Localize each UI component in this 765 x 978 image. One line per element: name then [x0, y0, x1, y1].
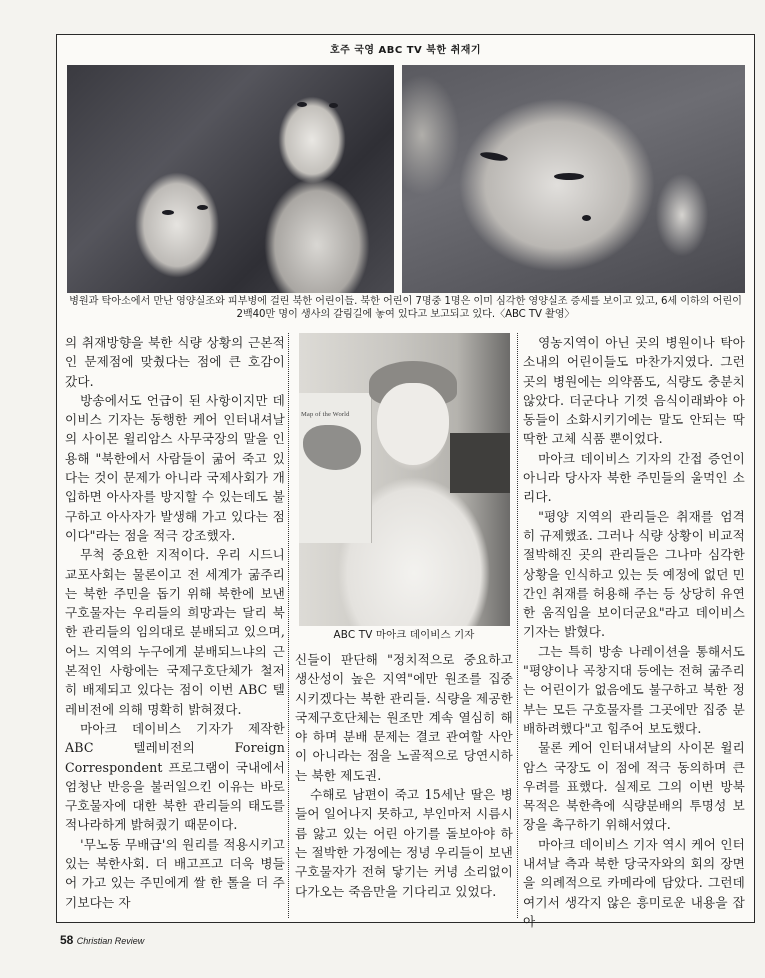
paragraph: 수해로 남편이 죽고 15세난 딸은 병들어 일어나지 못하고, 부인마저 시름시름 앓고 있는 어린 아기를 돌보아야 하는 절박한 가정에는 정녕 우리들이 보낸 구호물자가 전혀 닿기는 커녕 소리없이 다가오는 죽음만을 기다리고 있었다. — [295, 787, 513, 899]
eye-shape — [197, 205, 208, 210]
eye-shape — [297, 102, 307, 107]
page-footer — [60, 933, 144, 947]
map-shape — [303, 425, 361, 470]
paragraph: 마아크 데이비스 기자가 제작한 ABC 텔레비전의 Foreign Correspondent 프로그램이 국내에서 엄청난 반응을 불러일으킨 이유는 바로 구호물자에 대한 북한 관리들의 태도를 적나라하게 밝혀줬기 때문이다. — [65, 720, 285, 833]
background-shelf-shape — [450, 433, 510, 493]
paragraph: 영농지역이 아닌 곳의 병원이나 탁아소내의 어린이들도 마찬가지였다. 그런 곳의 병원에는 의약품도, 식량도 충분치 않았다. 더군다나 기껏 음식이래봐야 아동들이 소화시키기에는 말도 안되는 딱딱한 고체 식품 뿐이었다. — [523, 335, 745, 447]
portrait-caption: ABC TV 마아크 데이비스 기자 — [333, 629, 475, 641]
face-shape — [377, 383, 449, 465]
paragraph: "평양 지역의 관리들은 취재를 엄격히 규제했죠. 그러나 식량 상황이 비교적 절박해진 곳의 관리들은 그나마 심각한 상황을 인식하고 있는 듯 예정에 없던 민간인 취재를 허용해 주는 등 상당히 유연한 움직임을 보이더군요"라고 데이비스 기자는 밝혔다. — [523, 508, 745, 640]
paragraph: '무노동 무배급'의 원리를 적용시키고 있는 북한사회. 더 배고프고 더욱 병들어 가고 있는 주민에게 쌀 한 톨을 더 주기보다는 자 — [65, 836, 285, 910]
eye-shape — [329, 103, 338, 108]
eye-shape — [162, 210, 174, 215]
article-column-middle — [295, 333, 513, 901]
eye-shape — [480, 151, 509, 163]
photo-spread-title: 호주 국영 ABC TV 북한 취재기 — [329, 45, 482, 56]
magazine-name: Christian Review — [76, 936, 145, 946]
article-column-left — [65, 333, 285, 912]
world-map-sign — [299, 393, 372, 543]
child-closeup-photo — [402, 65, 745, 293]
article-column-right — [523, 333, 745, 931]
skin-lesion-shape — [582, 215, 591, 221]
two-children-photo — [67, 65, 394, 293]
column-divider — [288, 333, 289, 918]
map-sign-text: Map of the World — [301, 411, 350, 418]
paragraph: 그는 특히 방송 나레이션을 통해서도 "평양이나 곡창지대 등에는 전혀 굶주리는 어린이가 없음에도 불구하고 북한 정부는 모든 구호물자를 그곳에만 집중 분배하려했다"고 힘주어 보도했다. — [523, 643, 745, 736]
paragraph: 의 취재방향을 북한 식량 상황의 근본적인 문제점에 맞췄다는 점에 큰 호감이 갔다. — [65, 335, 285, 389]
page-number: 58 — [60, 933, 74, 947]
eye-shape — [554, 173, 584, 180]
paragraph: 방송에서도 언급이 된 사항이지만 데이비스 기자는 동행한 케어 인터내셔날의 사이몬 윌리암스 사무국장의 말을 인용해 "북한에서 사람들이 굶어 죽고 있다는 것이 문제가 아니라 국제사회가 개입하면 아사자를 방지할 수 있는데도 불구하고 아사자가 발생해 가고 있다는 점이다"라는 점을 적극 강조했자. — [65, 392, 285, 543]
photo-caption: 병원과 탁아소에서 만난 영양실조와 피부병에 걸린 북한 어린이들. 북한 어린이 7명중 1명은 이미 심각한 영양실조 증세를 보이고 있고, 6세 이하의 어린이 2백40만 명이 생사의 갈림길에 놓여 있다고 보고되고 있다.〈ABC TV 촬영〉 — [69, 296, 742, 320]
paragraph: 마아크 데이비스 기자의 간접 증언이 아니라 당사자 북한 주민들의 울먹인 소리다. — [523, 450, 745, 505]
article-page — [56, 34, 755, 929]
reporter-portrait-photo — [299, 333, 510, 626]
paragraph: 무척 중요한 지적이다. 우리 시드니 교포사회는 물론이고 전 세계가 굶주리는 북한 주민을 돕기 위해 북한에 보낸 구호물자는 우리들의 희망과는 달리 북한 관리들의 임의대로 분배되고 있으며, 어느 지역의 누구에게 분배되느냐의 근본적인 사항에는 국제구호단체가 철저히 배제되고 있다는 점이 이번 ABC 텔레비전에 의해 명확히 밝혀졌다. — [65, 547, 285, 717]
paragraph: 신들이 판단해 "정치적으로 중요하고 생산성이 높은 지역"에만 원조를 집중시키겠다는 북한 관리들. 식량을 제공한 국제구호단체는 원조만 계속 열심히 해야 하며 분배 문제는 결코 관여할 사안이 아니라는 점을 노골적으로 당연시하는 북한 제도권. — [295, 652, 513, 783]
column-divider — [517, 333, 518, 918]
paragraph: 마아크 데이비스 기자 역시 케어 인터내셔날 측과 북한 당국자와의 회의 장면을 의례적으로 카메라에 담았다. 그런데 여기서 생각지 않은 흥미로운 내용을 잡아 — [523, 836, 745, 929]
paragraph: 물론 케어 인터내셔날의 사이몬 윌리암스 국장도 이 점에 적극 동의하며 큰 우려를 표했다. 실제로 그의 이번 방북 목적은 북한측에 식량분배의 투명성 보장을 촉구하기 위해서였다. — [523, 740, 745, 833]
